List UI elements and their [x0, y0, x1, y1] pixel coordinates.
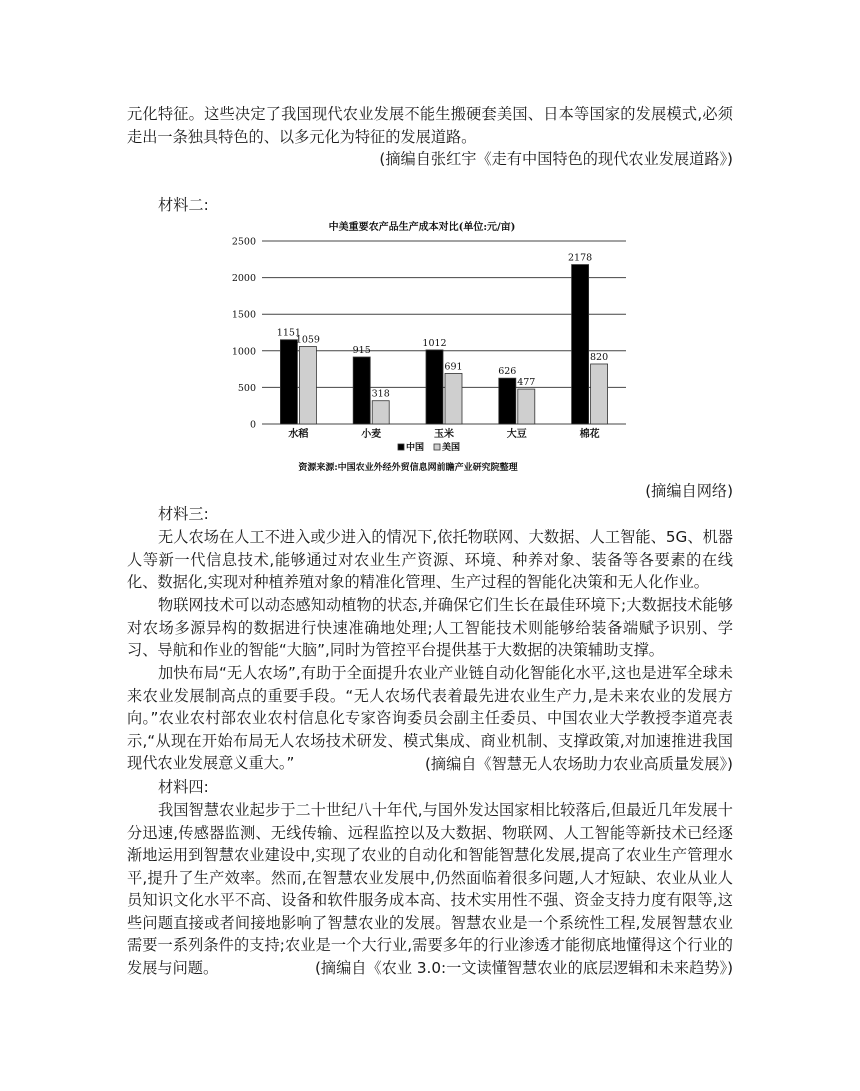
bar-value-label: 820	[590, 351, 609, 363]
bar	[299, 346, 316, 424]
bar	[572, 265, 589, 424]
material3-source: (摘编自《智慧无人农场助力农业高质量发展》)	[424, 755, 733, 773]
bar	[445, 373, 462, 424]
bar-value-label: 1059	[295, 334, 320, 346]
y-tick-label: 1000	[231, 346, 256, 358]
bar-value-label: 915	[352, 345, 371, 357]
chart-bars	[277, 253, 608, 424]
bar	[372, 401, 389, 424]
y-tick-label: 1500	[231, 309, 256, 321]
x-category-label: 棉花	[579, 429, 600, 440]
material2-source: (摘编自网络)	[645, 482, 733, 500]
x-axis-labels	[288, 427, 599, 440]
bar-value-label: 1012	[422, 337, 447, 349]
material3-paragraph-2: 物联网技术可以动态感知动植物的状态,并确保它们生长在最佳环境下;大数据技术能够对农场多源异构的数据进行快速准确地处理;人工智能技术则能够给装备端赋予识别、学习、导航和作业的智能“大脑”,同时为管控平台提供基于大数据的决策辅助支撑。	[127, 596, 733, 659]
material4-paragraph: 我国智慧农业起步于二十世纪八十年代,与国外发达国家相比较落后,但最近几年发展十分迅速,传感器监测、无线传输、远程监控以及大数据、物联网、人工智能等新技术已经逐渐地运用到智慧农业建设中,实现了农业的自动化和智能智慧化发展,提高了农业生产管理水平,提升了生产效率。然而,在智慧农业发展中,仍然面临着很多问题,人才短缺、农业从业人员知识文化水平不高、设备和软件服务成本高、技术实用性不强、资金支持力度有限等,这些问题直接或者间接地影响了智慧农业的发展。智慧农业是一个系统性工程,发展智慧农业需要一系列条件的支持;农业是一个大行业,需要多年的行业渗透才能彻底地懂得这个行业的发展与问题。	[127, 801, 733, 977]
x-category-label: 大豆	[506, 429, 527, 440]
bar-chart-svg	[222, 214, 632, 476]
material1-tail-paragraph: 元化特征。这些决定了我国现代农业发展不能生搬硬套美国、日本等国家的发展模式,必须走出一条独具特色的、以多元化为特征的发展道路。	[127, 105, 733, 146]
y-tick-label: 2000	[231, 273, 256, 285]
bar	[518, 389, 535, 424]
x-category-label: 水稻	[288, 429, 309, 440]
y-tick-label: 0	[249, 419, 256, 431]
legend-label: 美国	[442, 443, 461, 453]
cost-comparison-chart	[222, 214, 632, 480]
bar	[499, 378, 516, 424]
y-tick-label: 2500	[231, 236, 256, 248]
bar-value-label: 318	[371, 388, 390, 400]
legend-label: 中国	[406, 443, 425, 453]
material3-paragraph-3: 加快布局“无人农场”,有助于全面提升农业产业链自动化智能化水平,这也是进军全球未来农业发展制高点的重要手段。“无人农场代表着最先进农业生产力,是未来农业的发展方向。”农业农村部农业农村信息化专家咨询委员会副主任委员、中国农业大学教授李道亮表示,“从现在开始布局无人农场技术研发、模式集成、商业机制、支撑政策,对加速推进我国现代农业发展意义重大。”	[127, 664, 733, 772]
material4-source: (摘编自《农业 3.0:一文读懂智慧农业的底层逻辑和未来趋势》)	[314, 959, 733, 977]
bar-value-label: 2178	[568, 252, 593, 264]
bar-value-label: 1151	[276, 327, 301, 339]
legend-swatch	[398, 444, 404, 450]
bar-value-label: 477	[517, 377, 536, 389]
x-category-label: 玉米	[434, 429, 454, 440]
chart-legend	[398, 441, 460, 453]
x-category-label: 小麦	[361, 429, 382, 440]
material3-heading: 材料三:	[158, 505, 209, 523]
material3-paragraph-1: 无人农场在人工不进入或少进入的情况下,依托物联网、大数据、人工智能、5G、机器人等新一代信息技术,能够通过对农业生产资源、环境、种养对象、装备等各要素的在线化、数据化,实现对种植养殖对象的精准化管理、生产过程的智能化决策和无人化作业。	[127, 528, 733, 591]
bar	[591, 364, 608, 424]
chart-title: 中美重要农产品生产成本对比(单位:元/亩)	[328, 222, 516, 233]
material1-source: (摘编自张红宇《走有中国特色的现代农业发展道路》)	[379, 150, 733, 168]
bar	[426, 350, 443, 424]
bar-value-label: 626	[498, 366, 517, 378]
bar	[353, 357, 370, 424]
chart-footnote: 资源来源:中国农业外经外贸信息网前瞻产业研究院整理	[298, 463, 518, 473]
bar-value-label: 691	[444, 361, 463, 373]
material2-heading: 材料二:	[158, 196, 209, 214]
bar	[280, 340, 297, 424]
legend-swatch	[434, 444, 440, 450]
y-axis-ticks	[232, 237, 256, 431]
y-tick-label: 500	[237, 382, 256, 394]
material4-heading: 材料四:	[158, 778, 209, 796]
